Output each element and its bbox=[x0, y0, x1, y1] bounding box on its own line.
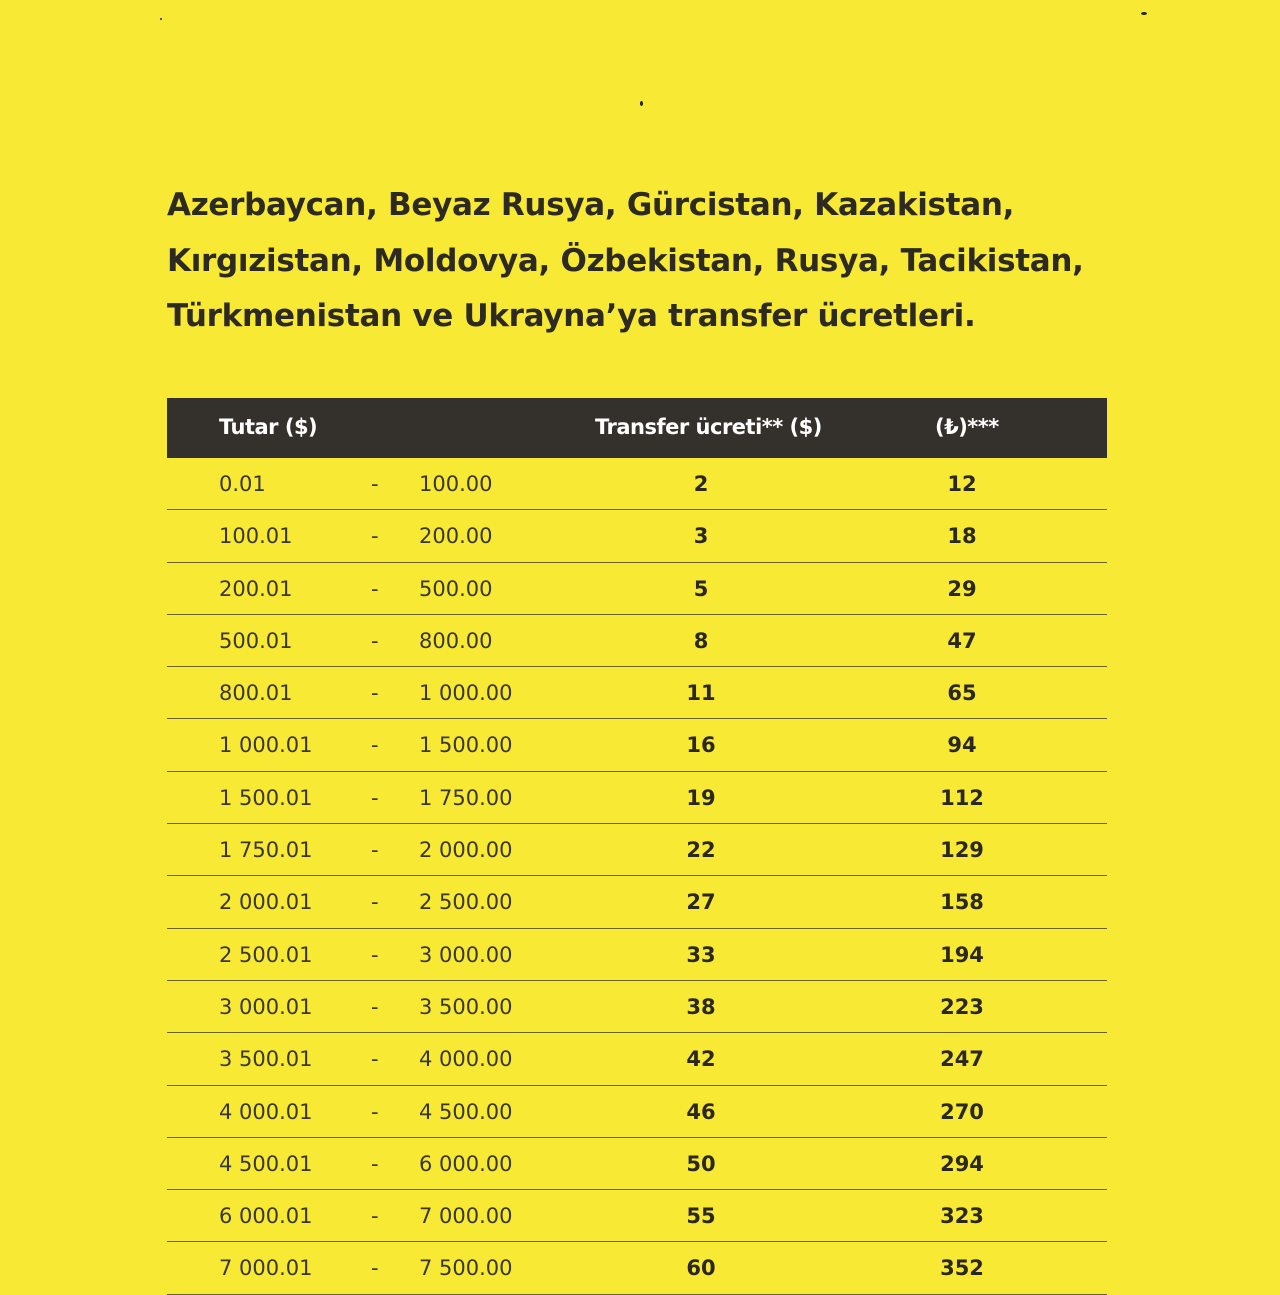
range-separator: - bbox=[371, 1151, 379, 1176]
amount-from: 3 000.01 bbox=[219, 994, 313, 1019]
fee-try: 323 bbox=[940, 1204, 984, 1229]
table-row bbox=[167, 719, 1107, 771]
fee-try: 18 bbox=[947, 524, 977, 549]
fee-try: 247 bbox=[940, 1047, 984, 1072]
amount-to: 6 000.00 bbox=[419, 1151, 513, 1176]
amount-to: 7 000.00 bbox=[419, 1204, 513, 1229]
fee-usd: 38 bbox=[686, 994, 716, 1019]
fee-usd: 2 bbox=[693, 472, 709, 496]
amount-from: 1 500.01 bbox=[219, 785, 313, 810]
fee-try: 12 bbox=[947, 472, 977, 496]
fee-try: 47 bbox=[947, 628, 977, 653]
scan-speck bbox=[1141, 12, 1147, 15]
table-row bbox=[167, 981, 1107, 1033]
amount-from: 2 500.01 bbox=[219, 942, 313, 967]
range-separator: - bbox=[371, 576, 379, 601]
amount-from: 200.01 bbox=[219, 576, 293, 601]
amount-from: 4 500.01 bbox=[219, 1151, 313, 1176]
fee-try: 112 bbox=[940, 785, 984, 810]
range-separator: - bbox=[371, 838, 379, 863]
title-line: Kırgızistan, Moldovya, Özbekistan, Rusya, Tacikistan, bbox=[167, 242, 1084, 279]
table-row bbox=[167, 1190, 1107, 1242]
table-row bbox=[167, 772, 1107, 824]
table-row bbox=[167, 458, 1107, 510]
range-separator: - bbox=[371, 942, 379, 967]
range-separator: - bbox=[371, 1047, 379, 1072]
amount-to: 500.00 bbox=[419, 576, 493, 601]
fee-try: 294 bbox=[940, 1151, 984, 1176]
range-separator: - bbox=[371, 785, 379, 810]
amount-from: 2 000.01 bbox=[219, 890, 313, 915]
fee-usd: 50 bbox=[686, 1151, 716, 1176]
table-row bbox=[167, 563, 1107, 615]
fee-usd: 11 bbox=[686, 681, 716, 706]
title-line: Türkmenistan ve Ukrayna’ya transfer ücretleri. bbox=[167, 298, 976, 334]
amount-to: 3 500.00 bbox=[419, 994, 513, 1019]
fee-usd: 33 bbox=[686, 942, 716, 967]
fee-usd: 22 bbox=[686, 838, 716, 863]
amount-from: 800.01 bbox=[219, 681, 293, 706]
fee-usd: 5 bbox=[693, 576, 709, 601]
amount-to: 7 500.00 bbox=[419, 1256, 513, 1281]
amount-to: 2 000.00 bbox=[419, 838, 513, 863]
fee-try: 352 bbox=[940, 1256, 984, 1281]
table-row bbox=[167, 667, 1107, 719]
amount-to: 1 500.00 bbox=[419, 733, 513, 758]
header-fee: Transfer ücreti** ($) bbox=[595, 415, 822, 439]
amount-to: 200.00 bbox=[419, 524, 493, 549]
table-row bbox=[167, 1138, 1107, 1190]
range-separator: - bbox=[371, 472, 379, 496]
fee-usd: 19 bbox=[686, 785, 716, 810]
table-row bbox=[167, 510, 1107, 562]
fee-try: 94 bbox=[947, 733, 977, 758]
amount-from: 7 000.01 bbox=[219, 1256, 313, 1281]
table-row bbox=[167, 615, 1107, 667]
table-row bbox=[167, 1086, 1107, 1138]
table-row bbox=[167, 929, 1107, 981]
amount-to: 100.00 bbox=[419, 472, 493, 496]
amount-to: 2 500.00 bbox=[419, 890, 513, 915]
range-separator: - bbox=[371, 890, 379, 915]
amount-to: 800.00 bbox=[419, 628, 493, 653]
range-separator: - bbox=[371, 524, 379, 549]
amount-from: 100.01 bbox=[219, 524, 293, 549]
fee-usd: 55 bbox=[686, 1204, 716, 1229]
range-separator: - bbox=[371, 994, 379, 1019]
fee-try: 129 bbox=[940, 838, 984, 863]
range-separator: - bbox=[371, 1204, 379, 1229]
fee-try: 65 bbox=[947, 681, 977, 706]
fee-usd: 46 bbox=[686, 1099, 716, 1124]
header-try: (₺)*** bbox=[935, 415, 999, 439]
amount-to: 4 000.00 bbox=[419, 1047, 513, 1072]
range-separator: - bbox=[371, 1256, 379, 1281]
table-row bbox=[167, 876, 1107, 928]
fee-try: 158 bbox=[940, 890, 984, 915]
table-row bbox=[167, 1242, 1107, 1294]
fee-usd: 3 bbox=[693, 524, 709, 549]
fee-usd: 42 bbox=[686, 1047, 716, 1072]
amount-from: 1 750.01 bbox=[219, 838, 313, 863]
amount-from: 4 000.01 bbox=[219, 1099, 313, 1124]
amount-from: 6 000.01 bbox=[219, 1204, 313, 1229]
table-row bbox=[167, 824, 1107, 876]
fee-usd: 60 bbox=[686, 1256, 716, 1281]
fee-usd: 27 bbox=[686, 890, 716, 915]
fee-usd: 8 bbox=[693, 628, 709, 653]
amount-from: 1 000.01 bbox=[219, 733, 313, 758]
fee-try: 29 bbox=[947, 576, 977, 601]
scan-speck bbox=[640, 101, 643, 106]
range-separator: - bbox=[371, 733, 379, 758]
fee-try: 270 bbox=[940, 1099, 984, 1124]
table-row bbox=[167, 1033, 1107, 1085]
range-separator: - bbox=[371, 1099, 379, 1124]
header-amount: Tutar ($) bbox=[219, 415, 318, 439]
page-title bbox=[167, 178, 1167, 345]
range-separator: - bbox=[371, 681, 379, 706]
fee-table bbox=[167, 398, 1107, 1295]
amount-from: 500.01 bbox=[219, 628, 293, 653]
amount-to: 3 000.00 bbox=[419, 942, 513, 967]
table-header bbox=[167, 398, 1107, 458]
range-separator: - bbox=[371, 628, 379, 653]
amount-from: 0.01 bbox=[219, 472, 266, 496]
amount-from: 3 500.01 bbox=[219, 1047, 313, 1072]
title-line: Azerbaycan, Beyaz Rusya, Gürcistan, Kazakistan, bbox=[167, 187, 1015, 223]
fee-try: 223 bbox=[940, 994, 984, 1019]
fee-usd: 16 bbox=[686, 733, 716, 758]
scan-speck bbox=[160, 18, 162, 20]
amount-to: 1 000.00 bbox=[419, 681, 513, 706]
amount-to: 1 750.00 bbox=[419, 785, 513, 810]
amount-to: 4 500.00 bbox=[419, 1099, 513, 1124]
fee-try: 194 bbox=[940, 942, 984, 967]
